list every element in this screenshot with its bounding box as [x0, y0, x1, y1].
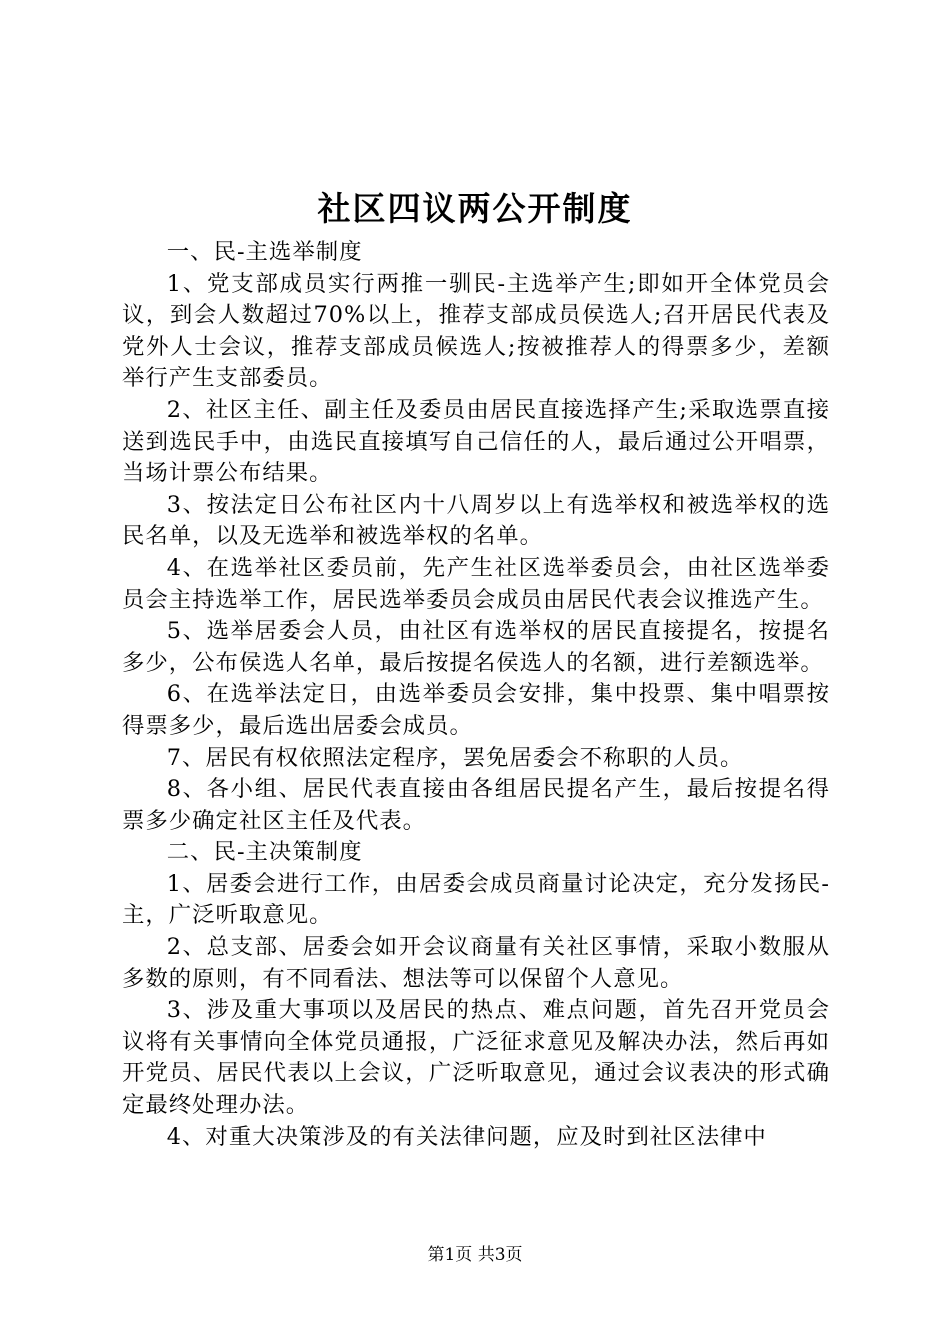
paragraph: 2、总支部、居委会如开会议商量有关社区事情，采取小数服从多数的原则，有不同看法、想法等可以保留个人意见。 [122, 934, 830, 992]
section-heading-election: 一、民-主选举制度 [166, 239, 363, 265]
paragraph: 4、对重大决策涉及的有关法律问题，应及时到社区法律中 [166, 1123, 767, 1150]
paragraph: 1、党支部成员实行两推一驯民-主选举产生;即如开全体党员会议，到会人数超过70%以上，推荐支部成员侯选人;召开居民代表及党外人士会议，推荐支部成员候选人;按被推荐人的得票多少，差额举行产生支部委员。 [122, 270, 830, 392]
document-body [122, 237, 830, 1153]
paragraph: 3、涉及重大事项以及居民的热点、难点问题，首先召开党员会议将有关事情向全体党员通报，广泛征求意见及解决办法，然后再如开党员、居民代表以上会议，广泛听取意见，通过会议表决的形式确定最终处理办法。 [122, 997, 830, 1119]
paragraph: 2、社区主任、副主任及委员由居民直接选择产生;采取选票直接送到选民手中，由选民直接填写自己信任的人，最后通过公开唱票，当场计票公布结果。 [122, 396, 830, 487]
section-heading-decision: 二、民-主决策制度 [166, 839, 363, 866]
paragraph: 7、居民有权依照法定程序，罢免居委会不称职的人员。 [166, 744, 744, 771]
page-footer: 第1页 共3页 [427, 1245, 523, 1265]
paragraph: 8、各小组、居民代表直接由各组居民提名产生，最后按提名得票多少确定社区主任及代表。 [122, 776, 830, 834]
document-title: 社区四议两公开制度 [317, 189, 633, 228]
paragraph: 3、按法定日公布社区内十八周岁以上有选举权和被选举权的选民名单，以及无选举和被选举权的名单。 [122, 491, 830, 550]
paragraph: 4、在选举社区委员前，先产生社区选举委员会，由社区选举委员会主持选举工作，居民选举委员会成员由居民代表会议推选产生。 [122, 554, 830, 613]
paragraph: 6、在选举法定日，由选举委员会安排，集中投票、集中唱票按得票多少，最后选出居委会成员。 [122, 681, 830, 739]
paragraph: 5、选举居委会人员，由社区有选举权的居民直接提名，按提名多少，公布侯选人名单，最后按提名侯选人的名额，进行差额选举。 [122, 618, 830, 676]
paragraph: 1、居委会进行工作，由居委会成员商量讨论决定，充分发扬民-主，广泛听取意见。 [122, 870, 830, 929]
